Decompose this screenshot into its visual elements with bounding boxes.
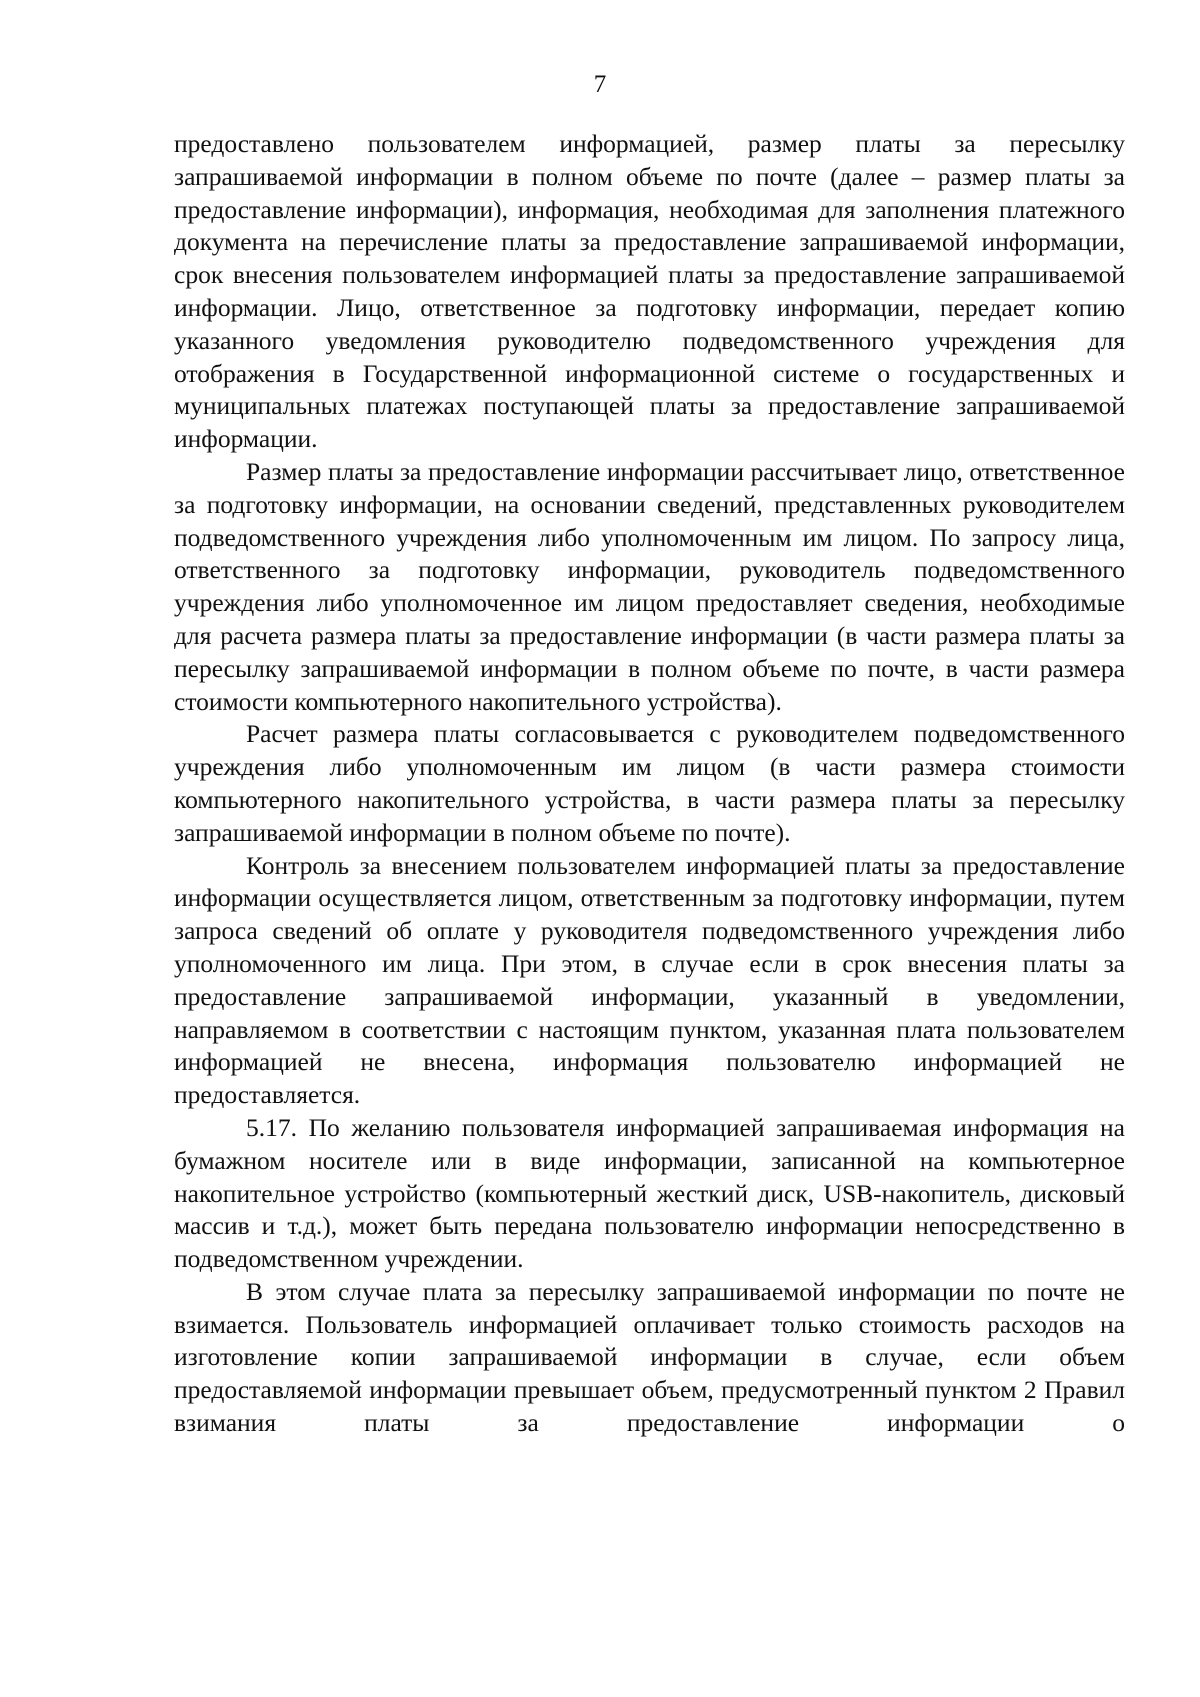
- paragraph-fee-approval: Расчет размера платы согласовывается с руководителем подведомственного учреждения либо уполномоченным им лицом (в части размера стоимости компьютерного накопительного устройства, в части размера платы за пересылку запрашиваемой информации в полном объеме по почте).: [174, 719, 1125, 847]
- page-number: 7: [593, 71, 607, 98]
- paragraph-continued: предоставлено пользователем информацией, размер платы за пересылку запрашиваемой информации в полном объеме по почте (далее – размер платы за предоставление информации), информация, необходимая для заполнения платежного документа на перечисление платы за предоставление запрашиваемой информации, срок внесения пользователем информацией платы за предоставление запрашиваемой информации. Лицо, ответственное за подготовку информации, передает копию указанного уведомления руководителю подведомственного учреждения для отображения в Государственной информационной системе о государственных и муниципальных платежах поступающей платы за предоставление запрашиваемой информации.: [174, 129, 1125, 454]
- document-body: [174, 128, 1125, 1440]
- paragraph-fee-calculation: Размер платы за предоставление информации рассчитывает лицо, ответственное за подготовку информации, на основании сведений, представленных руководителем подведомственного учреждения либо уполномоченным им лицом. По запросу лица, ответственного за подготовку информации, руководитель подведомственного учреждения либо уполномоченное им лицом предоставляет сведения, необходимые для расчета размера платы за предоставление информации (в части размера платы за пересылку запрашиваемой информации в полном объеме по почте, в части размера стоимости компьютерного накопительного устройства).: [174, 456, 1125, 716]
- paragraph-postal-fee: В этом случае плата за пересылку запрашиваемой информации по почте не взимается. Пользователь информацией оплачивает только стоимость расходов на изготовление копии запрашиваемой информации в случае, если объем предоставляемой информации превышает объем, предусмотренный пунктом 2 Правил взимания платы за предоставление информации о: [174, 1276, 1125, 1438]
- paragraph-section-5-17: 5.17. По желанию пользователя информацией запрашиваемая информация на бумажном носителе или в виде информации, записанной на компьютерное накопительное устройство (компьютерный жесткий диск, USB-накопитель, дисковый массив и т.д.), может быть передана пользователю информации непосредственно в подведомственном учреждении.: [174, 1112, 1125, 1274]
- paragraph-payment-control: Контроль за внесением пользователем информацией платы за предоставление информации осуществляется лицом, ответственным за подготовку информации, путем запроса сведений об оплате у руководителя подведомственного учреждения либо уполномоченного им лица. При этом, в случае если в срок внесения платы за предоставление запрашиваемой информации, указанный в уведомлении, направляемом в соответствии с настоящим пунктом, указанная плата пользователем информацией не внесена, информация пользователю информацией не предоставляется.: [174, 850, 1125, 1110]
